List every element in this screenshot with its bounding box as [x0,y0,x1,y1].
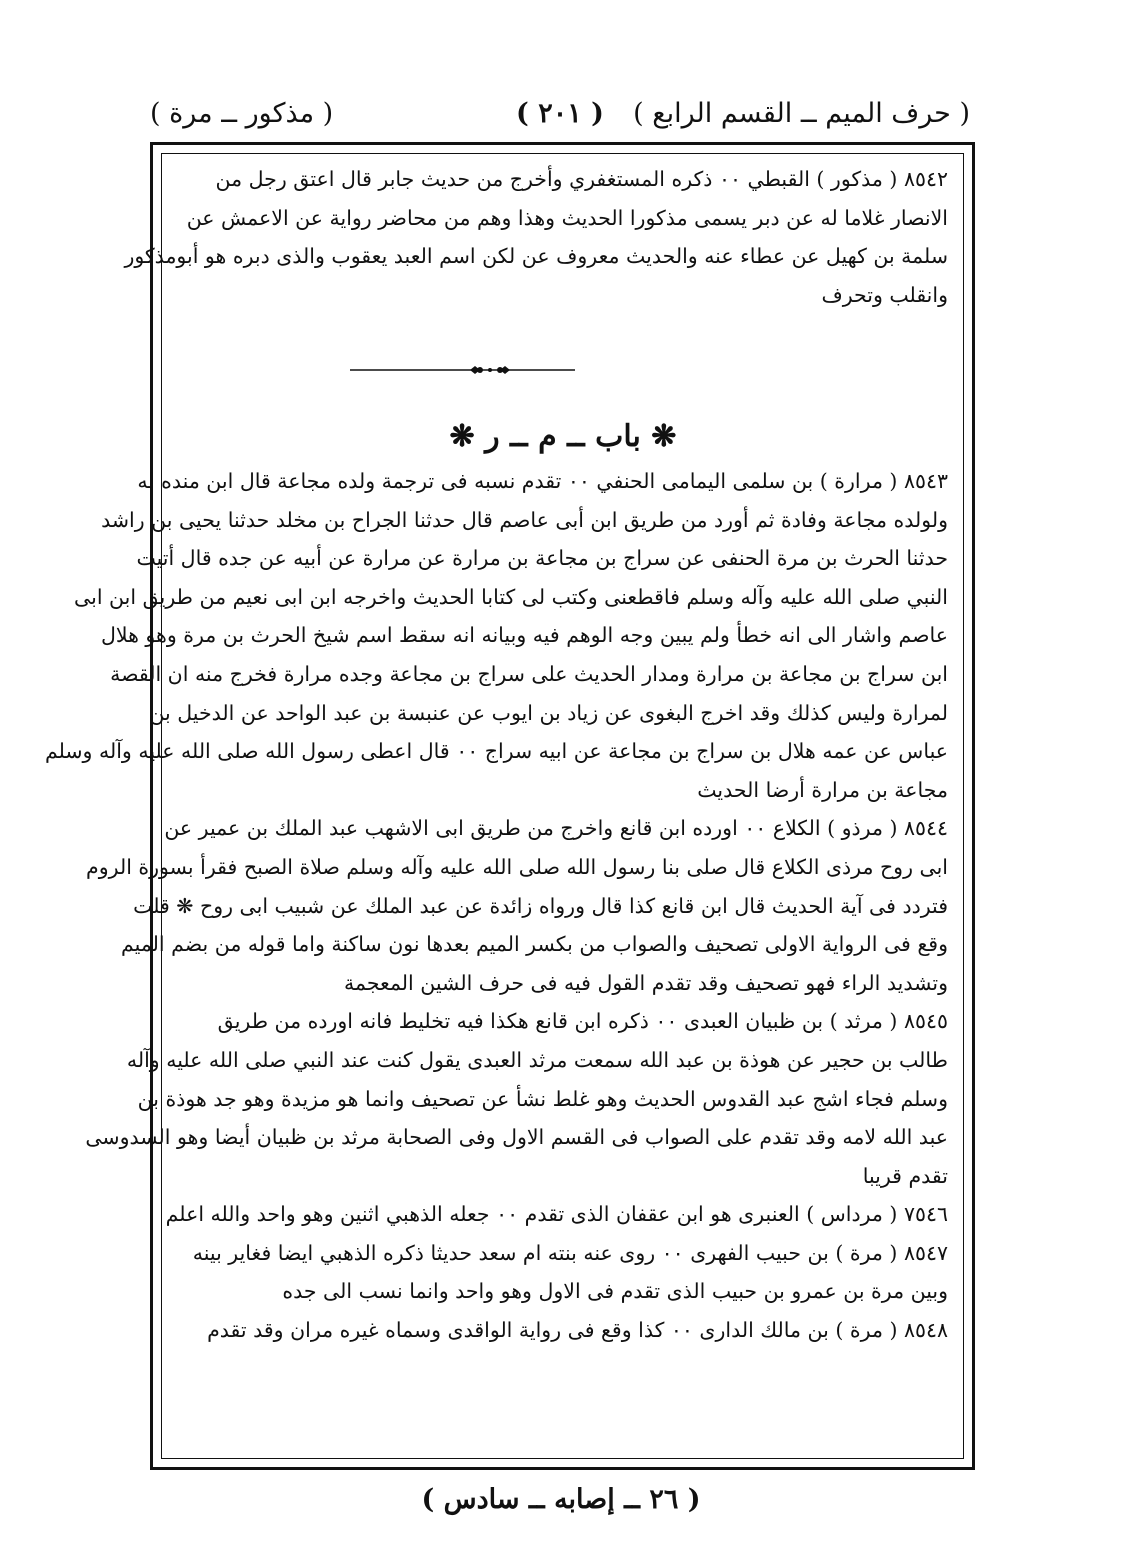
text-line: وسلم فجاء اشج عبد القدوس الحديث وهو غلط نشأ عن تصحيف وانما هو مزيدة وهو جد هوذة بن [137,1086,948,1111]
text-line: ٨٥٤٤ ( مرذو ) الكلاع ٠٠ اورده ابن قانع واخرج من طريق ابى الاشهب عبد الملك بن عمير عن [164,816,948,841]
text-line: ٨٥٤٣ ( مرارة ) بن سلمى اليمامى الحنفي ٠٠ تقدم نسبه فى ترجمة ولده مجاعة قال ابن منده له [137,469,948,493]
section-divider-ornament [350,360,575,380]
text-line: طالب بن حجير عن هوذة بن عبد الله سمعت مرثد العبدى يقول كنت عند النبي صلى الله عليه وآله [126,1047,948,1072]
text-line: عبد الله لامه وقد تقدم على الصواب فى القسم الاول وفى الصحابة مرثد بن ظبيان أيضا وهو السدوسى [85,1125,948,1150]
running-head [150,92,970,136]
text-line: فتردد فى آية الحديث قال ابن قانع كذا قال ورواه زائدة عن عبد الملك عن شبيب ابى روح ❋ قلت [133,893,948,918]
text-line: وقع فى الرواية الاولى تصحيف والصواب من بكسر الميم بعدها نون ساكنة واما قوله من بضم الميم [121,932,948,957]
text-line: ٨٥٤٧ ( مرة ) بن حبيب الفهرى ٠٠ روى عنه بنته ام سعد حديثا ذكره الذهبي ايضا فغاير بينه [192,1240,948,1265]
text-line: النبي صلى الله عليه وآله وسلم فاقطعنى وكتب لى كتابا الحديث واخرجه ابن ابى نعيم من طريق ابن ابى [74,584,948,609]
text-line: الانصار غلاما له عن دبر يسمى مذكورا الحديث وهذا وهم من محاضر رواية عن الاعمش عن [186,205,948,230]
text-line: وتشديد الراء فهو تصحيف وقد تقدم القول فيه فى حرف الشين المعجمة [343,970,948,995]
text-line: ٧٥٤٦ ( مرداس ) العنبرى هو ابن عقفان الذى تقدم ٠٠ جعله الذهبي اثنين وهو واحد والله اعلم [165,1202,948,1227]
text-line: عاصم واشار الى انه خطأ ولم يبين وجه الوهم فيه وبيانه انه سقط اسم شيخ الحرث بن مرة وهو هلال [100,623,948,648]
text-line: تقدم قريبا [862,1163,948,1188]
text-line: مجاعة بن مرارة أرضا الحديث [697,777,948,802]
text-line: ٨٥٤٥ ( مرثد ) بن ظبيان العبدى ٠٠ ذكره ابن قانع هكذا فيه تخليط فانه اورده من طريق [217,1009,948,1034]
text-line: ٨٥٤٨ ( مرة ) بن مالك الدارى ٠٠ كذا وقع فى رواية الواقدى وسماه غيره مران وقد تقدم [207,1318,948,1343]
text-line: ولولده مجاعة وفادة ثم أورد من طريق ابن أبى عاصم قال حدثنا الجراح بن مخلد حدثنا يحيى بن راشد [101,507,948,532]
chapter-title: ❋ باب ــ م ــ ر ❋ [449,419,677,454]
text-line: سلمة بن كهيل عن عطاء عنه والحديث معروف عن لكن اسم العبد يعقوب والذى دبره هو أبومذكور [124,244,948,268]
text-line: عباس عن عمه هلال بن سراج بن مجاعة عن ابيه سراج ٠٠ قال اعطى رسول الله صلى الله عليه وآله وسلم [44,739,948,764]
text-line: ابى روح مرذى الكلاع قال صلى بنا رسول الله صلى الله عليه وآله وسلم صلاة الصبح فقرأ بسورة الروم [86,854,948,879]
text-line: ابن سراج بن مجاعة بن مرارة ومدار الحديث على سراج بن مجاعة وجده مرارة فخرج منه ان القصة [110,661,948,686]
text-line: حدثنا الحرث بن مرة الحنفى عن سراج بن مجاعة بن مرارة عن مرارة عن أبيه عن جده قال أتيت [136,546,948,571]
header-section-title: ( حرف الميم ــ القسم الرابع ) [633,98,970,129]
text-line: لمرارة وليس كذلك وقد اخرج البغوى عن زياد بن ايوب عن عنبسة بن عبد الواحد عن الدخيل بن [149,700,948,725]
text-line: وانقلب وتحرف [821,282,948,307]
entry-block-main [44,462,948,1350]
text-line: وبين مرة بن عمرو بن حبيب الذى تقدم فى الاول وهو واحد وانما نسب الى جده [282,1279,948,1304]
text-line: ٨٥٤٢ ( مذكور ) القبطي ٠٠ ذكره المستغفري وأخرج من حديث جابر قال اعتق رجل من [215,167,948,191]
footer-signature: ( ٢٦ ــ إصابه ــ سادس ) [421,1484,701,1515]
page-number: ( ٢٠١ ) [516,98,604,129]
header-entry-range: ( مذكور ــ مرة ) [150,98,334,129]
